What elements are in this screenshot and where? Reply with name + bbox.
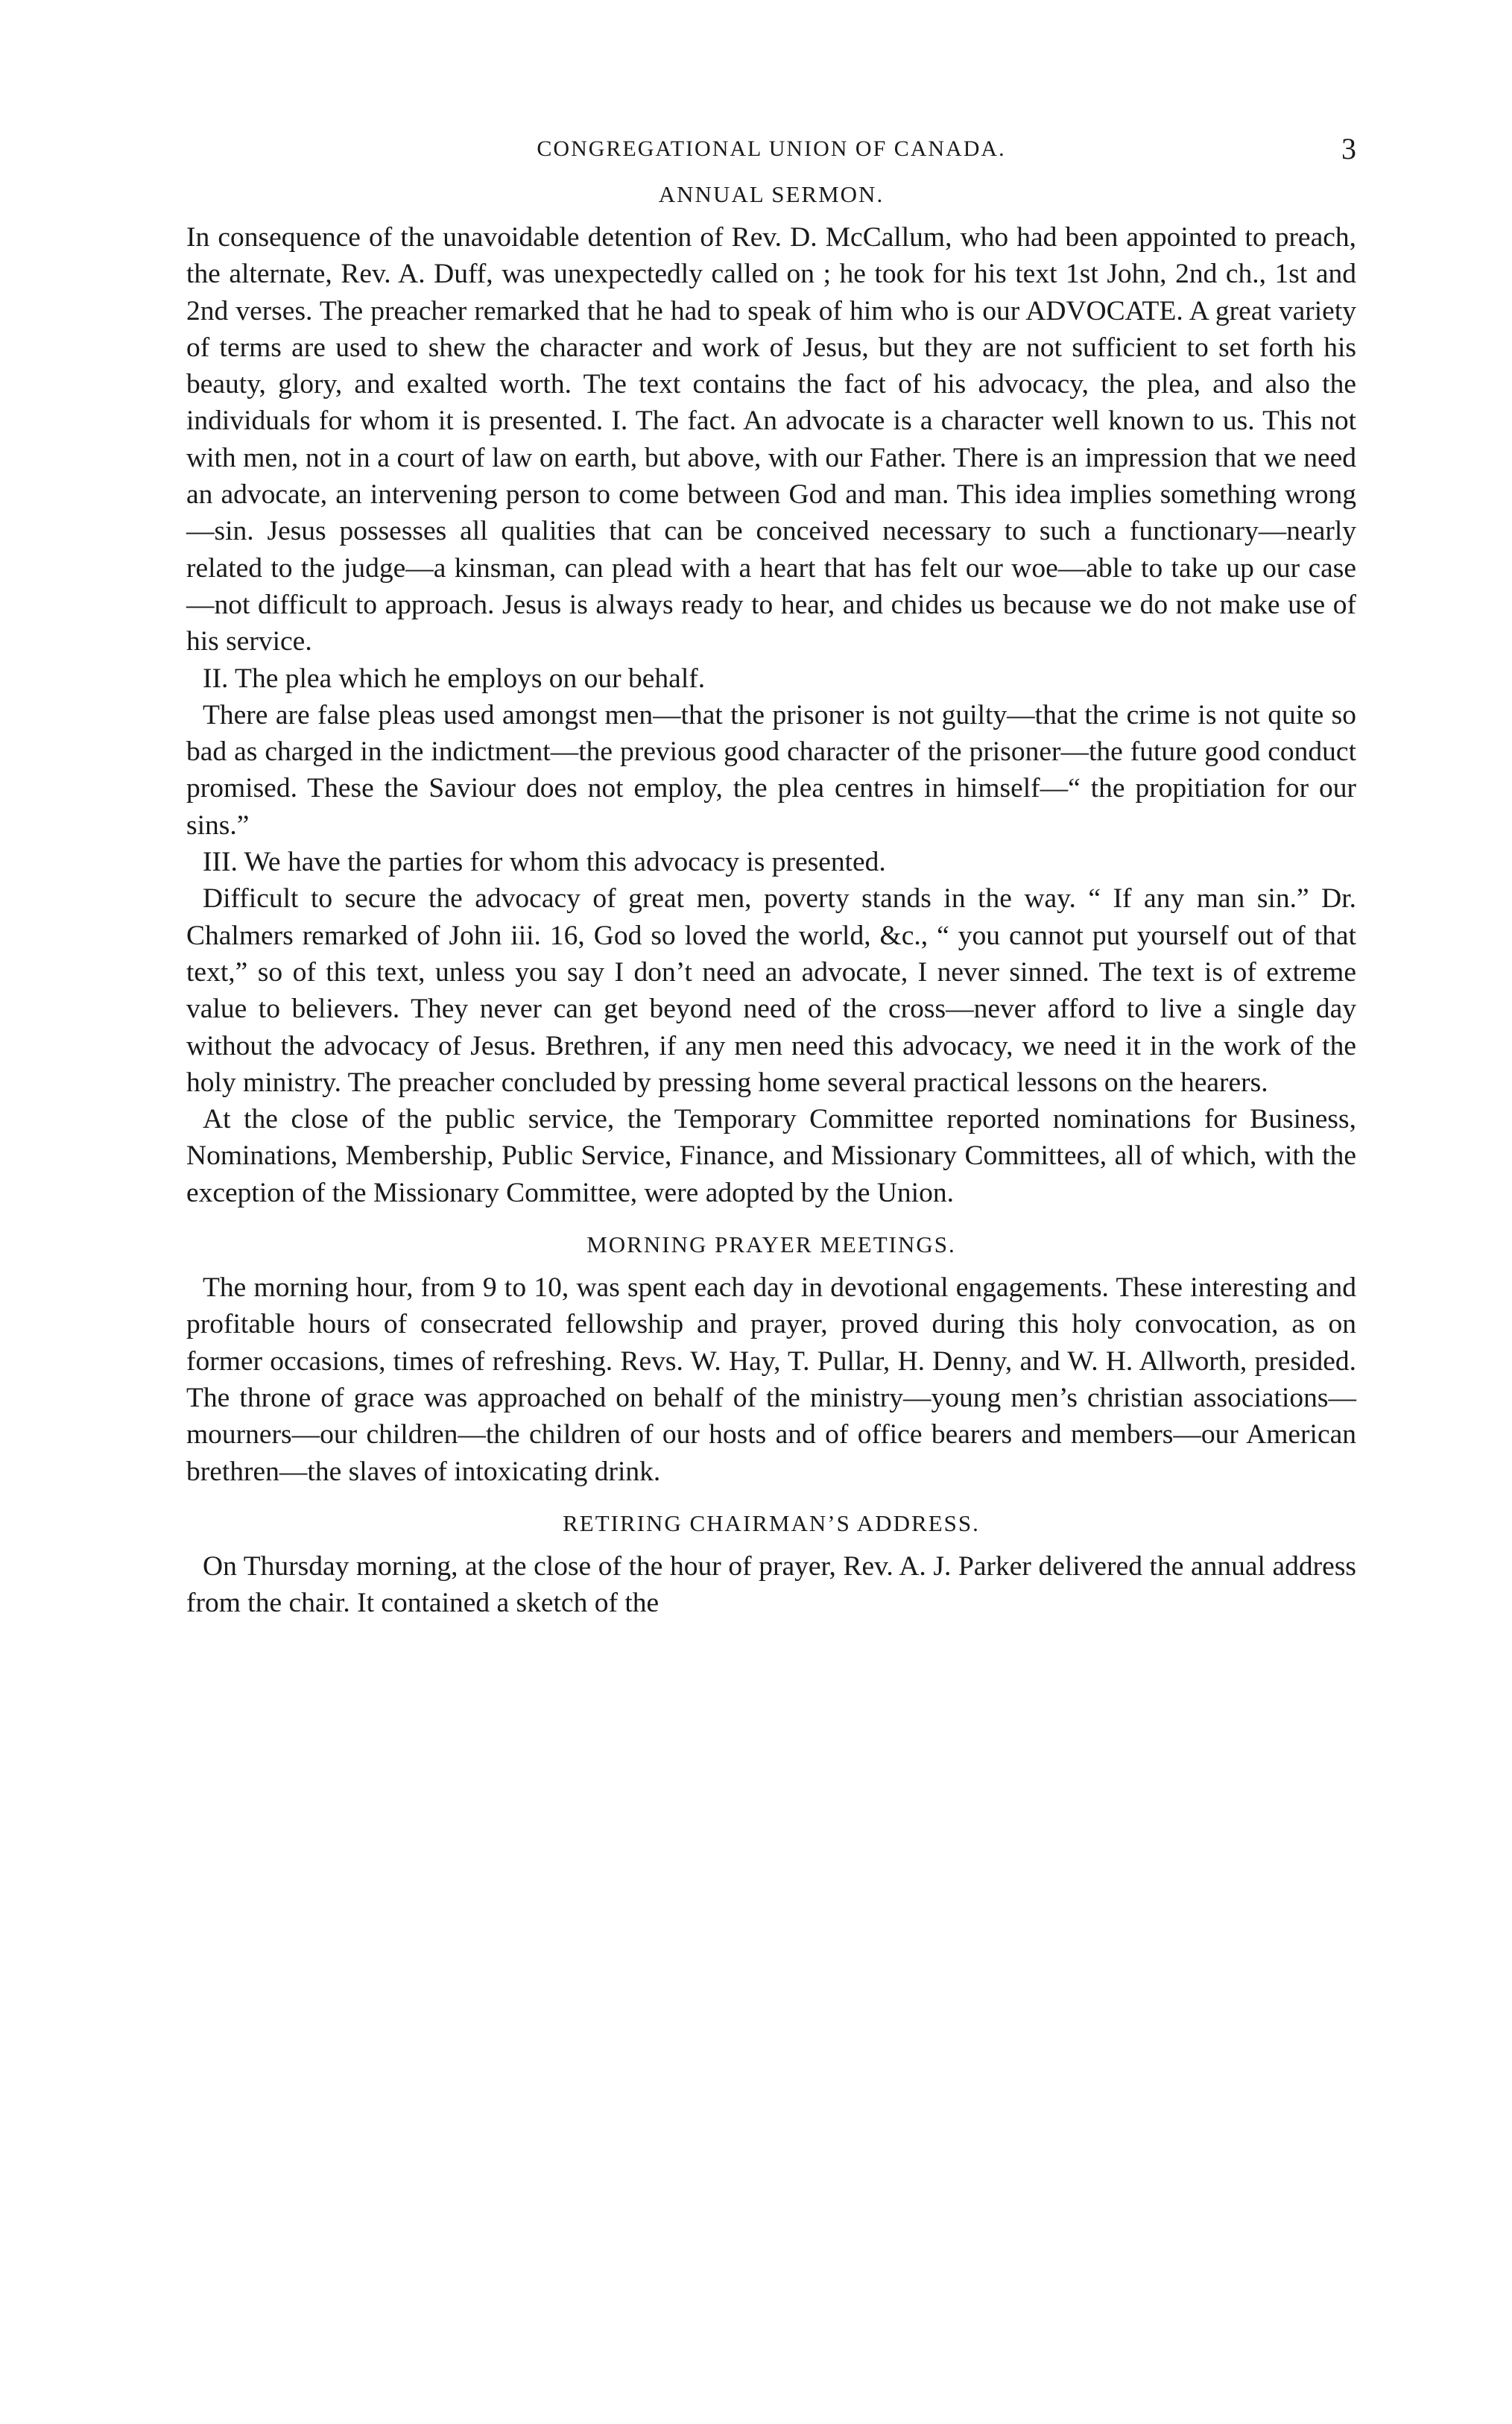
paragraph: At the close of the public service, the Temporary Committee reported nominations for Business, Nominations, Membership, Public Service, Finance, and Missionary Committees, all of which, with the exception of the Missionary Committee, were adopted by the Union. — [186, 1104, 1356, 1208]
page — [186, 127, 1356, 1621]
paragraph: III. We have the parties for whom this advocacy is presented. — [203, 847, 886, 878]
section-heading: RETIRING CHAIRMAN’S ADDRESS. — [563, 1509, 980, 1536]
paragraph: Difficult to secure the advocacy of great men, poverty stands in the way. “ If any man sin.” Dr. Chalmers remarked of John iii. 16, God so loved the world, &c., “ you cannot put yourself out of that text,” so of this text, unless you say I don’t need an advocate, I never sinned. The text is of extreme value to believers. They never can get beyond need of the cross—never afford to live a single day without the advocacy of Jesus. Brethren, if any men need this advocacy, we need it in the work of the holy ministry. The preacher concluded by pressing home several practical lessons on the hearers. — [186, 883, 1356, 1098]
paragraph: The morning hour, from 9 to 10, was spent each day in devotional engagements. These interesting and profitable hours of consecrated fellowship and prayer, proved during this holy convocation, as on former occasions, times of refreshing. Revs. W. Hay, T. Pullar, H. Denny, and W. H. Allworth, presided. The throne of grace was approached on behalf of the ministry—young men’s christian associations—mourners—our children—the children of our hosts and of office bearers and members—our American brethren—the slaves of intoxicating drink. — [186, 1272, 1356, 1487]
paragraph: II. The plea which he employs on our behalf. — [203, 663, 706, 694]
running-title: CONGREGATIONAL UNION OF CANADA. — [537, 136, 1006, 161]
section-retiring-chairmans-address — [186, 1505, 1356, 1622]
paragraph: On Thursday morning, at the close of the hour of prayer, Rev. A. J. Parker delivered the annual address from the chair. It contained a sketch of the — [186, 1550, 1356, 1619]
section-heading: MORNING PRAYER MEETINGS. — [586, 1231, 956, 1258]
paragraph: There are false pleas used amongst men—that the prisoner is not guilty—that the crime is not quite so bad as charged in the indictment—the previous good character of the prisoner—the future good conduct promised. These the Saviour does not employ, the plea centres in himself—“ the propitiation for our sins.” — [186, 699, 1356, 841]
running-head — [186, 127, 1356, 171]
section-heading: ANNUAL SERMON. — [658, 181, 885, 207]
section-annual-sermon — [186, 176, 1356, 1211]
page-number: 3 — [1341, 132, 1356, 165]
section-morning-prayer-meetings — [186, 1226, 1356, 1490]
paragraph: In consequence of the unavoidable detention of Rev. D. McCallum, who had been appointed to preach, the alternate, Rev. A. Duff, was unexpectedly called on ; he took for his text 1st John, 2nd ch., 1st and 2nd verses. The preacher remarked that he had to speak of him who is our ADVOCATE. A great variety of terms are used to shew the character and work of Jesus, but they are not sufficient to set forth his beauty, glory, and exalted worth. The text contains the fact of his advocacy, the plea, and also the individuals for whom it is presented. I. The fact. An advocate is a character well known to us. This not with men, not in a court of law on earth, but above, with our Father. There is an impression that we need an advocate, an intervening person to come between God and man. This idea implies something wrong—sin. Jesus possesses all qualities that can be conceived necessary to such a functionary—nearly related to the judge—a kinsman, can plead with a heart that has felt our woe—able to take up our case—not difficult to approach. Jesus is always ready to hear, and chides us because we do not make use of his service. — [186, 222, 1356, 657]
